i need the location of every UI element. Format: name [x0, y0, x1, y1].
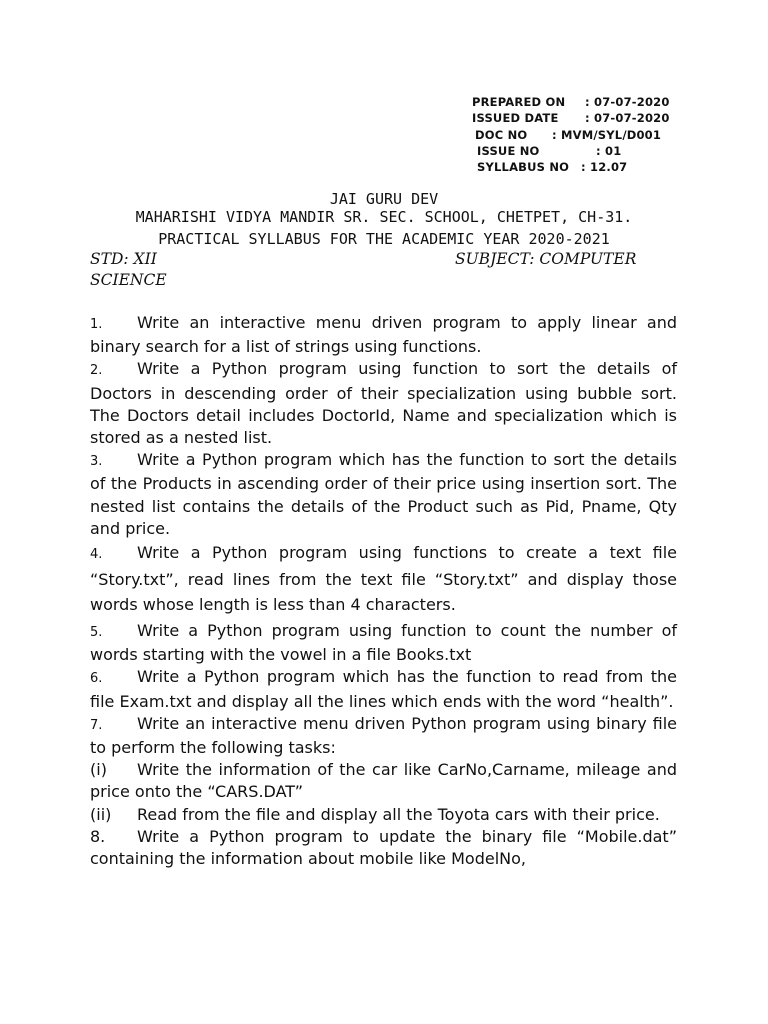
item-text: Write a Python program using function to count the number of words starting with the vowel in a file Books.txt	[90, 621, 677, 665]
list-item	[90, 666, 677, 712]
std-label: STD: XII	[90, 250, 157, 268]
subject-label: SUBJECT: COMPUTER	[455, 250, 637, 268]
list-item	[90, 826, 677, 870]
list-item	[90, 620, 677, 666]
list-item	[90, 804, 677, 826]
item-text: Write a Python program which has the function to read from the file Exam.txt and display all the lines which ends with the word “health”.	[90, 667, 677, 711]
syllabus-title: PRACTICAL SYLLABUS FOR THE ACADEMIC YEAR 2020-2021	[158, 230, 610, 248]
item-number: 2.	[90, 363, 103, 379]
item-number: (ii)	[90, 804, 112, 824]
list-item	[90, 312, 677, 358]
list-item	[90, 540, 677, 617]
item-number: (i)	[90, 760, 107, 780]
item-text: Write a Python program using function to sort the details of Doctors in descending order of their specialization using bubble sort. The Doctors detail includes DoctorId, Name and specialization which is stored as a nested list.	[90, 359, 677, 448]
meta-label: ISSUED DATE	[472, 111, 559, 126]
meta-label: PREPARED ON	[472, 95, 566, 109]
item-number: 5.	[90, 625, 103, 641]
item-text: Write a Python program which has the function to sort the details of the Products in ascending order of their price using insertion sort. The nested list contains the details of the Product such as Pid, Pname, Qty and price.	[90, 450, 677, 538]
meta-value: : MVM/SYL/D001	[552, 127, 662, 142]
meta-value: : 01	[596, 143, 622, 158]
meta-label: ISSUE NO	[477, 143, 540, 158]
list-item	[90, 759, 677, 803]
subject-continued: SCIENCE	[90, 271, 167, 289]
item-number: 7.	[90, 717, 103, 733]
practical-list	[90, 312, 677, 870]
list-item	[90, 713, 677, 759]
school-name: MAHARISHI VIDYA MANDIR SR. SEC. SCHOOL, CHETPET, CH-31.	[135, 208, 633, 226]
item-text: Write an interactive menu driven Python program using binary file to perform the following tasks:	[90, 713, 677, 758]
item-number: 3.	[90, 454, 103, 470]
meta-value: : 07-07-2020	[585, 95, 670, 109]
item-text: Read from the file and display all the Toyota cars with their price.	[137, 804, 660, 824]
meta-row	[472, 143, 670, 159]
item-number: 6.	[90, 671, 103, 687]
meta-value: : 12.07	[581, 160, 628, 175]
meta-label: DOC NO	[475, 127, 528, 142]
meta-row	[472, 94, 670, 110]
meta-row	[472, 110, 670, 126]
list-item	[90, 358, 677, 449]
item-text: Write an interactive menu driven program to apply linear and binary search for a list of strings using functions.	[90, 313, 677, 357]
item-number: 4.	[90, 547, 103, 563]
meta-row	[472, 159, 670, 175]
list-item	[90, 449, 677, 540]
item-number: 8.	[90, 826, 106, 846]
item-text: Write a Python program to update the binary file “Mobile.dat” containing the information about mobile like ModelNo,	[90, 826, 677, 869]
item-text: Write the information of the car like CarNo,Carname, mileage and price onto the “CARS.DAT”	[90, 760, 677, 802]
item-number: 1.	[90, 317, 103, 332]
meta-label: SYLLABUS NO	[477, 160, 570, 175]
item-text: Write a Python program using functions to create a text file “Story.txt”, read lines from the text file “Story.txt” and display those words whose length is less than 4 characters.	[90, 543, 677, 615]
meta-value: : 07-07-2020	[585, 111, 670, 126]
motto: JAI GURU DEV	[329, 190, 439, 208]
meta-row	[472, 127, 670, 143]
document-meta	[472, 94, 670, 175]
